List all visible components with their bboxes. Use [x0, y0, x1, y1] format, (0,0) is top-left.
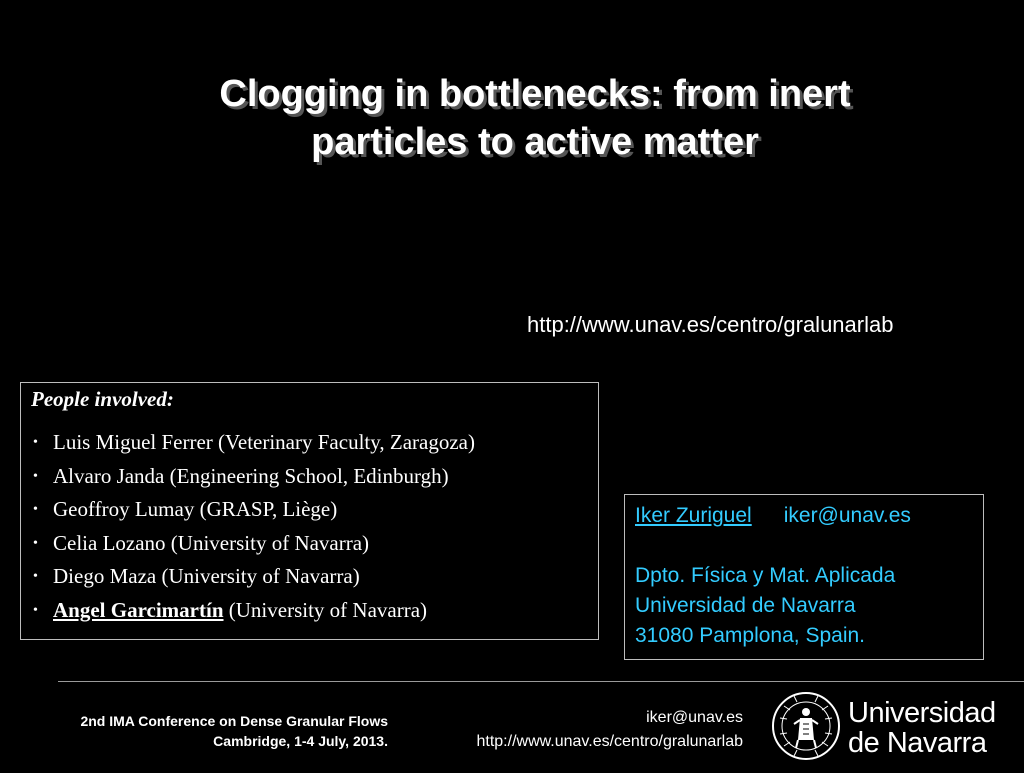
bullet-icon: • — [33, 535, 38, 551]
person-name: Luis Miguel Ferrer — [53, 430, 213, 454]
list-item — [31, 594, 588, 628]
contact-address: 31080 Pamplona, Spain. — [635, 624, 866, 647]
contact-name-link[interactable]: Iker Zuriguel — [635, 504, 752, 527]
footer-url[interactable]: http://www.unav.es/centro/gralunarlab — [476, 733, 743, 750]
university-seal-icon — [770, 684, 842, 768]
person-affiliation: (University of Navarra) — [223, 597, 428, 622]
person-name: Alvaro Janda — [53, 463, 165, 488]
person-name: Celia Lozano — [53, 530, 166, 555]
conference-date: Cambridge, 1-4 July, 2013. — [213, 733, 388, 749]
contact-box — [624, 494, 984, 660]
bullet-icon: • — [33, 435, 38, 450]
logo-line-2: de Navarra — [848, 727, 987, 759]
lab-url[interactable]: http://www.unav.es/centro/gralunarlab — [527, 312, 894, 337]
person-affiliation: (GRASP, Liège) — [194, 497, 338, 521]
logo-line-1: Universidad — [848, 697, 996, 729]
person-affiliation: (Veterinary Faculty, Zaragoza) — [212, 430, 475, 454]
bullet-icon: • — [33, 502, 38, 517]
person-name: Diego Maza — [53, 564, 157, 588]
conference-name: 2nd IMA Conference on Dense Granular Flows — [80, 713, 388, 729]
person-name: Geoffroy Lumay — [53, 497, 195, 521]
person-affiliation: (Engineering School, Edinburgh) — [164, 463, 449, 488]
bullet-icon: • — [33, 569, 38, 584]
slide-title — [160, 70, 910, 166]
title-line-1: Clogging in bottlenecks: from inert — [219, 73, 851, 115]
bullet-icon: • — [33, 468, 38, 484]
conference-info — [0, 711, 388, 751]
bullet-icon: • — [33, 602, 38, 618]
person-affiliation: (University of Navarra) — [165, 530, 370, 555]
contact-email: iker@unav.es — [783, 504, 911, 527]
footer-contact — [400, 706, 743, 754]
list-item — [31, 527, 588, 561]
list-item — [31, 560, 588, 594]
people-heading: People involved: — [31, 387, 174, 411]
title-line-2: particles to active matter — [311, 121, 759, 163]
contact-dept: Dpto. Física y Mat. Aplicada — [635, 564, 896, 587]
list-item — [31, 460, 588, 494]
people-list — [31, 426, 588, 627]
contact-spacer — [635, 531, 973, 561]
footer-divider — [58, 681, 1024, 682]
person-name-link[interactable]: Angel Garcimartín — [53, 597, 224, 622]
contact-name-row — [635, 501, 973, 531]
people-box — [20, 382, 599, 640]
contact-university: Universidad de Navarra — [635, 594, 856, 617]
footer-email[interactable]: iker@unav.es — [646, 709, 743, 726]
person-affiliation: (University of Navarra) — [156, 564, 360, 588]
list-item — [31, 426, 588, 460]
university-logo-text — [848, 698, 996, 758]
list-item — [31, 493, 588, 527]
